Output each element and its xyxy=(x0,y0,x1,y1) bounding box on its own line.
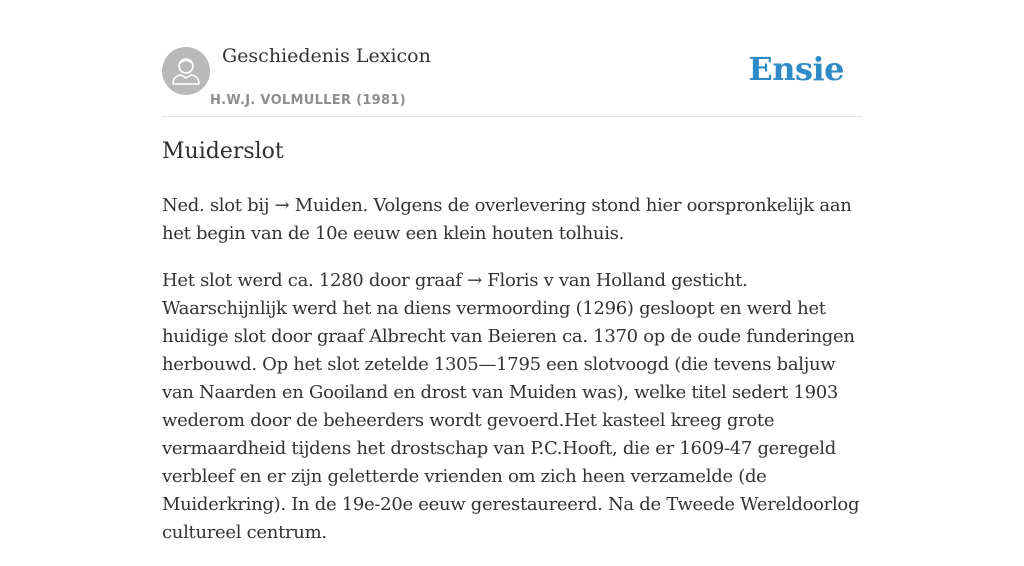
book-title-link[interactable]: Geschiedenis Lexicon xyxy=(222,45,431,67)
paragraph-1 xyxy=(162,192,862,248)
entry-body xyxy=(162,192,862,566)
paragraph-2-text-after: gesticht. Waarschijnlijk werd het na diens vermoording (1296) gesloopt en werd het huidige slot door graaf Albrecht van Beieren ca. 1370 op de oude funderingen herbouwd. Op het slot zetelde 1305—1795 een slotvoogd (die tevens baljuw van Naarden en Gooiland en drost van Muiden was), welke titel sedert 1903 wederom door de beheerders wordt gevoerd.Het kasteel kreeg grote vermaardheid tijdens het drostschap van P.C.Hooft, die er 1609-47 geregeld verbleef en er zijn geletterde vrienden om zich heen verzamelde (de Muiderkring). In de 19e-20e eeuw gerestaureerd. Na de Tweede Wereldoorlog cultureel centrum. xyxy=(162,270,860,543)
ensie-logo[interactable]: Ensie xyxy=(748,50,844,88)
paragraph-1-text-before: Ned. slot bij xyxy=(162,195,275,216)
entry-title: Muiderslot xyxy=(162,139,284,164)
link-muiden[interactable]: → Muiden xyxy=(274,195,363,216)
page xyxy=(162,0,862,543)
link-floris-v[interactable]: → Floris v van Holland xyxy=(467,270,666,291)
user-icon-graphic xyxy=(162,47,210,95)
header xyxy=(162,0,862,117)
paragraph-2 xyxy=(162,267,862,547)
user-icon[interactable] xyxy=(162,47,210,95)
paragraph-1-text-after: . Volgens de overlevering stond hier oorspronkelijk aan het begin van de 10e eeuw een klein houten tolhuis. xyxy=(162,195,852,244)
paragraph-2-text-before: Het slot werd ca. 1280 door graaf xyxy=(162,270,468,291)
book-author-link[interactable]: H.W.J. VOLMULLER (1981) xyxy=(210,93,406,108)
